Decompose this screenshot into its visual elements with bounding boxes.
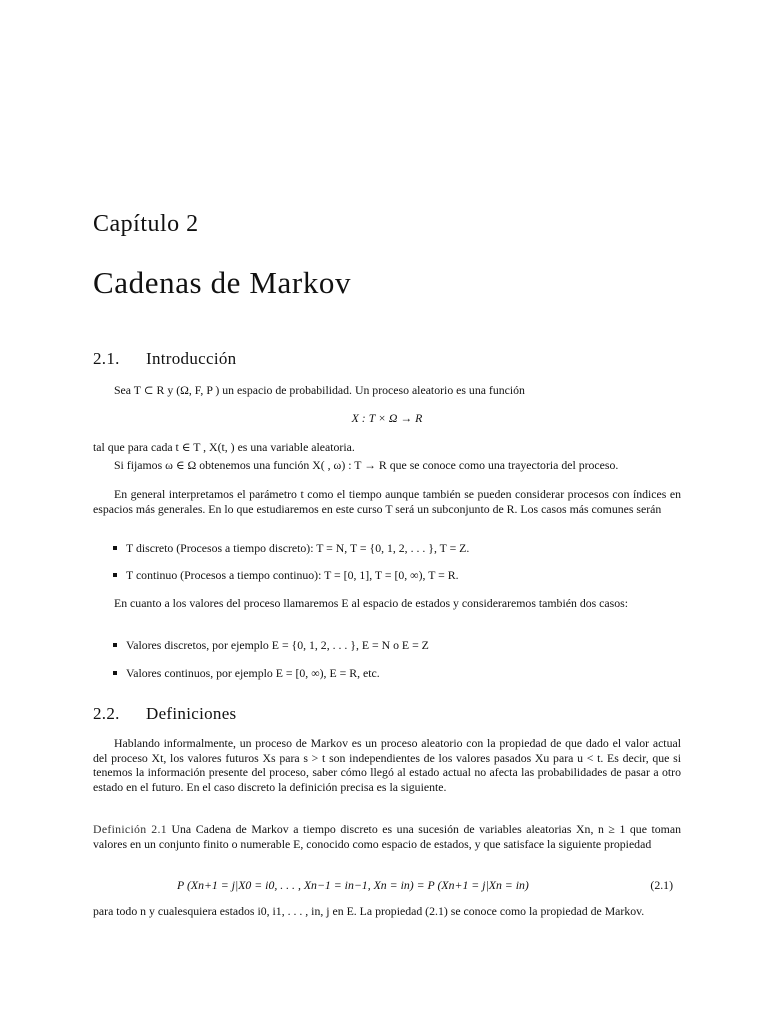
section-title: Definiciones [146, 704, 237, 723]
list-item-text: T continuo (Procesos a tiempo continuo): T = [0, 1], T = [0, ∞), T = R. [126, 568, 459, 582]
section-number: 2.1. [93, 349, 120, 368]
paragraph-trajectory: Si fijamos ω ∈ Ω obtenemos una función X( , ω) : T → R que se conoce como una trayectoria del proceso. [114, 458, 619, 472]
display-formula: X : T × Ω → R [351, 411, 423, 425]
chapter-label: Capítulo 2 [93, 211, 199, 237]
paragraph-random-variable: tal que para cada t ∈ T , X(t, ) es una variable aleatoria. [93, 440, 355, 454]
list-item [113, 666, 380, 680]
paragraph-markov-property: para todo n y cualesquiera estados i0, i1, . . . , in, j en E. La propiedad (2.1) se conoce como la propiedad de Markov. [93, 904, 645, 918]
list-item [113, 541, 469, 555]
bullet-icon [113, 671, 117, 675]
bullet-icon [113, 643, 117, 647]
list-item [113, 638, 429, 652]
paragraph-time-parameter: En general interpretamos el parámetro t como el tiempo aunque también se pueden considerar procesos con índices en espacios más generales. En lo que estudiaremos en este curso T será un subconjunto de R. Los casos más comunes serán [93, 487, 681, 516]
bullet-icon [113, 573, 117, 577]
list-item-text: Valores continuos, por ejemplo E = [0, ∞), E = R, etc. [126, 666, 380, 680]
paragraph-informal-definition: Hablando informalmente, un proceso de Markov es un proceso aleatorio con la propiedad de que dado el valor actual del proceso Xt, los valores futuros Xs para s > t son independientes de los valores pasados Xu para u < t. Es decir, que si tenemos la información presente del proceso, saber cómo llegó al estado actual no afecta las probabilidades de pasar a otro estado en el futuro. En el caso discreto la definición precisa es la siguiente. [93, 736, 681, 794]
equation-number: (2.1) [650, 878, 673, 892]
markov-property-equation: P (Xn+1 = j|X0 = i0, . . . , Xn−1 = in−1, Xn = in) = P (Xn+1 = j|Xn = in) [177, 878, 529, 892]
definition-block [93, 822, 681, 851]
definition-text: Una Cadena de Markov a tiempo discreto es una sucesión de variables aleatorias Xn, n ≥ 1 que toman valores en un conjunto finito o numerable E, conocido como espacio de estados, y que satisface la siguiente propiedad [93, 822, 681, 851]
section-title: Introducción [146, 349, 237, 368]
list-item-text: T discreto (Procesos a tiempo discreto): T = N, T = {0, 1, 2, . . . }, T = Z. [126, 541, 470, 555]
paragraph-intro: Sea T ⊂ R y (Ω, F, P ) un espacio de probabilidad. Un proceso aleatorio es una función [114, 383, 525, 397]
paragraph-state-space: En cuanto a los valores del proceso llamaremos E al espacio de estados y consideraremos también dos casos: [114, 596, 628, 610]
section-number: 2.2. [93, 704, 120, 723]
section-heading-definiciones [93, 704, 236, 724]
section-heading-introduccion [93, 349, 236, 369]
chapter-title: Cadenas de Markov [93, 265, 352, 300]
list-item-text: Valores discretos, por ejemplo E = {0, 1, 2, . . . }, E = N o E = Z [126, 638, 429, 652]
list-item [113, 568, 459, 582]
bullet-icon [113, 546, 117, 550]
definition-label: Definición 2.1 [93, 822, 167, 836]
